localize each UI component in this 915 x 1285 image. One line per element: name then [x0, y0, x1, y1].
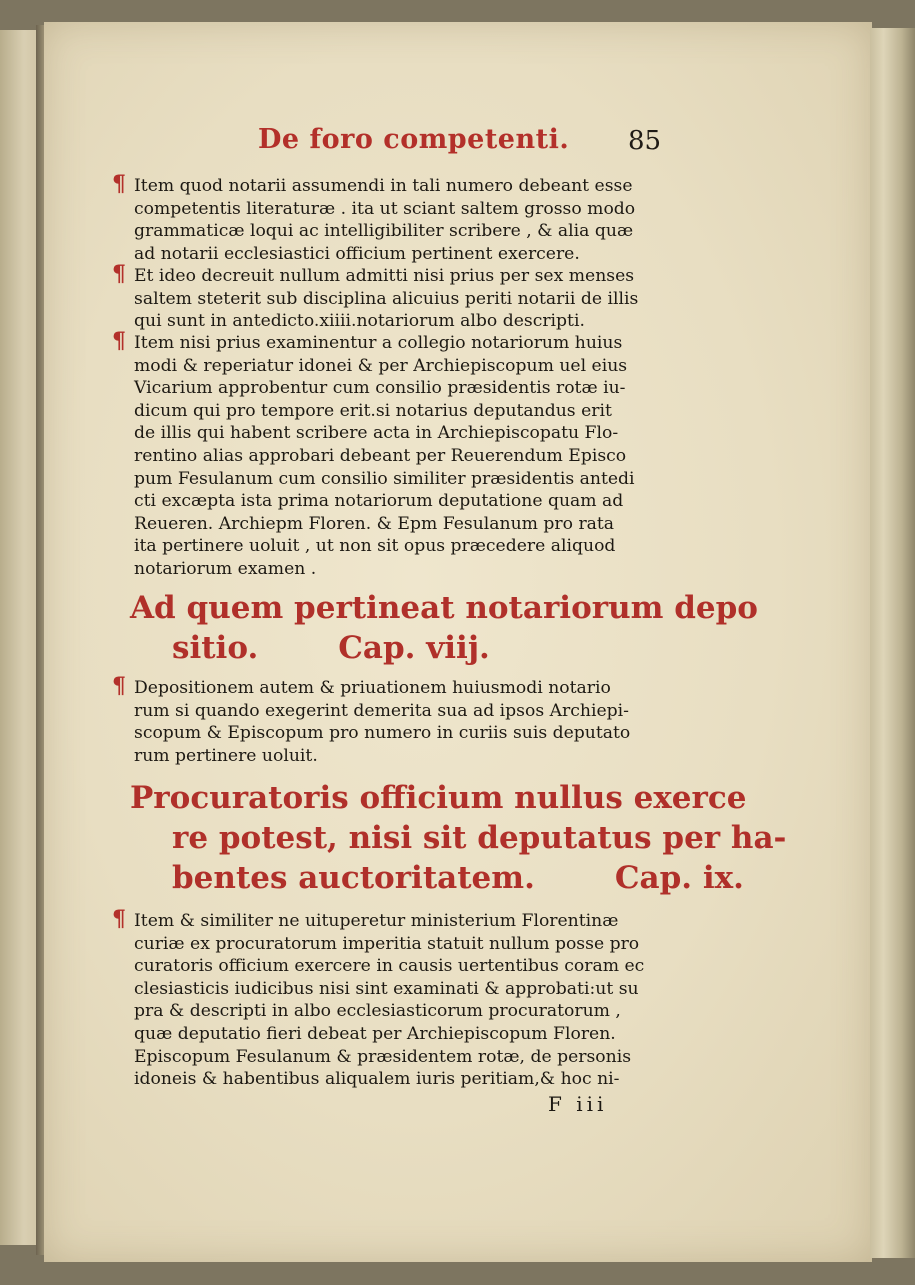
pilcrow-icon: ¶ — [112, 673, 126, 699]
paragraph-4: ¶ Depositionem autem & priuationem huiusmodi notario rum si quando exegerint demerita sua ad ipsos Archiepi- scopum & Episcopum pro numero in curiis suis deputato rum pertinere uoluit. — [112, 673, 631, 766]
running-head: De foro competenti. — [258, 124, 570, 155]
facing-page-edge — [0, 30, 40, 1245]
pilcrow-icon: ¶ — [112, 328, 126, 354]
pilcrow-icon: ¶ — [112, 171, 126, 197]
chapter-number: Cap. viij. — [338, 630, 490, 666]
chapter-number: Cap. ix. — [614, 860, 744, 896]
chapter-heading-ix: Procuratoris officium nullus exerce re potest, nisi sit deputatus per ha- bentes auctoritatem. Cap. ix. — [130, 780, 787, 896]
signature-mark: F iii — [548, 1092, 608, 1116]
paragraph-3: ¶ Item nisi prius examinentur a collegio notariorum huius modi & reperiatur idonei & per Archiepiscopum uel eius Vicarium approbentur cum consilio præsidentis rotæ iu- dicum qui pro tempore erit.si notarius deputandus erit de illis qui habent scribere acta in Archiepiscopatu Flo- rentino alias approbari debeant per Reuerendum Episco pum Fesulanum cum consilio similiter præsidentis antedi cti excæpta ista prima notariorum deputatione quam ad Reueren. Archiepm Floren. & Epm Fesulanum pro rata ita pertinere uoluit , ut non sit opus præcedere aliquod notariorum examen . — [112, 328, 635, 579]
paragraph-5: ¶ Item & similiter ne uituperetur ministerium Florentinæ curiæ ex procuratorum imperitia statuit nullum posse pro curatoris officium exercere in causis uertentibus coram ec clesiasticis iudicibus nisi sint examinati & approbati:ut su pra & descripti in albo ecclesiasticorum procuratorum , quæ deputatio fieri debeat per Archiepiscopum Floren. Episcopum Fesulanum & præsidentem rotæ, de personis idoneis & habentibus aliqualem iuris peritiam,& hoc ni- — [112, 906, 645, 1090]
folio-number: 85 — [628, 126, 662, 156]
pilcrow-icon: ¶ — [112, 261, 126, 287]
paragraph-2: ¶ Et ideo decreuit nullum admitti nisi prius per sex menses saltem steterit sub disciplina alicuius periti notarii de illis qui sunt in antedicto.xiiii.notariorum albo descripti. — [112, 261, 639, 332]
paragraph-1: ¶ Item quod notarii assumendi in tali numero debeant esse competentis literaturæ . ita ut sciant saltem grosso modo grammaticæ loqui ac intelligibiliter scribere , & alia quæ ad notarii ecclesiastici officium pertinent exercere. — [112, 171, 636, 264]
pilcrow-icon: ¶ — [112, 906, 126, 932]
page-stack-edge — [870, 28, 915, 1258]
chapter-heading-viii: Ad quem pertineat notariorum depo sitio. Cap. viij. — [130, 590, 758, 666]
